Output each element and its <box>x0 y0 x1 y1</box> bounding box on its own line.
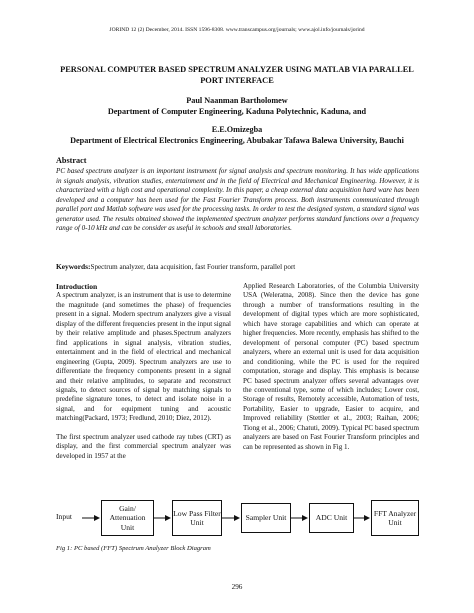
intro-paragraph-1: A spectrum analyzer, is an instrument that is use to determine the magnitude (and sometimes the phase) of frequencies present in a signal. Modern spectrum analyzers give a visual display of the different frequencies present in the input signal by their relative amplitude and phases.Spectrum analyzers find applications in signal analysis, vibration studies, entertainment and in the field of electrical and mechanical engineering (Gupta, 2009). Spectrum analyzers are use to differentiate the frequency components present in a signal and their relative amplitudes, to separate and reconstruct signals, to detect sources of signal by matching signals to predefine signature tones, to detect and isolate noise in a signal, and for equipment tuning and acoustic matching(Packard, 1973; Fredlund, 2010; Diez, 2012). <box>56 291 231 423</box>
right-column <box>243 282 419 452</box>
abstract-text: PC based spectrum analyzer is an important instrument for signal analysis and spectrum monitoring. It has wide applications in signals analysis, vibration studies, entertainment and in the field of Electrical and Mechanical Engineering. However, it is characterized with a high cost and operational complexity. In this paper, a cheap external data acquisition hard ware has been developed and a computer has been used for the Fast Fourier Transform process. Both instruments communicated through parallel port and Matlab software was used for the processing tasks. In order to test the designed system, a standard signal was generator used. The results obtained showed the implemented spectrum analyzer performs standard functions over a frequency range of 0-10 kHz and can be consider as useful in schools and small laboratories. <box>56 167 419 232</box>
author-2-name: E.E.Omizegba <box>211 125 263 134</box>
fft-analyzer-block: FFT Analyzer Unit <box>371 500 419 536</box>
block-diagram <box>56 500 420 546</box>
intro-paragraph-right: Applied Research Laboratories, of the Columbia University USA (Weleratna, 2008). Since then the device has gone through a number of transformations resulting in the development of digital types which are more sophisticated, which have storage capabilities and which can operate at higher frequencies. More recently, emphasis has shifted to the development of personal computer (PC) based spectrum analyzers, where an external unit is used for data acquisition and conditioning, while the PC is used for the required computation, storage and display. This emphasis is because PC based spectrum analyzer offers several advantages over the conventional type, some of which includes; Lower cost, Storage of results, Remotely accessible, Automation of tests, Portability, Easier to upgrade, Easier to acquire, and Improved reliability (Stettler et al., 2003; Raihan, 2006; Tiong et al., 2006; Chatuti, 2009). Typical PC based spectrum analyzers are based on Fast Fourier Transform principles and can be represented as shown in Fig 1. <box>243 282 419 451</box>
keywords-label: Keywords: <box>56 262 91 271</box>
diagram-input-label: Input <box>56 512 73 521</box>
keywords <box>56 262 419 271</box>
low-pass-filter-block: Low Pass Filter Unit <box>172 500 222 536</box>
introduction-heading: Introduction <box>56 282 98 291</box>
figure-caption: Fig 1: PC based (FFT) Spectrum Analyzer Block Diagram <box>56 545 211 552</box>
intro-paragraph-2: The first spectrum analyzer used cathode ray tubes (CRT) as display, and the first commercial spectrum analyzer was developed in 1957 at the <box>56 432 231 460</box>
sampler-block: Sampler Unit <box>241 503 291 533</box>
author-2-affiliation: Department of Electrical Electronics Engineering, Abubakar Tafawa Balewa University, Bauchi <box>70 136 404 145</box>
left-column <box>56 282 231 461</box>
author-1-affiliation: Department of Computer Engineering, Kaduna Polytechnic, Kaduna, and <box>107 107 367 116</box>
paper-title: PERSONAL COMPUTER BASED SPECTRUM ANALYZER USING MATLAB VIA PARALLEL PORT INTERFACE <box>60 65 414 85</box>
page-number: 296 <box>231 583 243 591</box>
gain-attenuation-block: Gain/ Attenuation Unit <box>101 500 154 536</box>
author-1-name: Paul Naanman Bartholomew <box>186 96 288 105</box>
abstract-heading: Abstract <box>56 156 87 165</box>
adc-block: ADC Unit <box>309 503 354 533</box>
journal-header: JORIND 12 (2) December, 2014. ISSN 1596-8308. www.transcampus.org/journals; www.ajol.info/journals/jorind <box>109 27 365 33</box>
keywords-text: Spectrum analyzer, data acquisition, fast Fourier transform, parallel port <box>90 263 296 271</box>
